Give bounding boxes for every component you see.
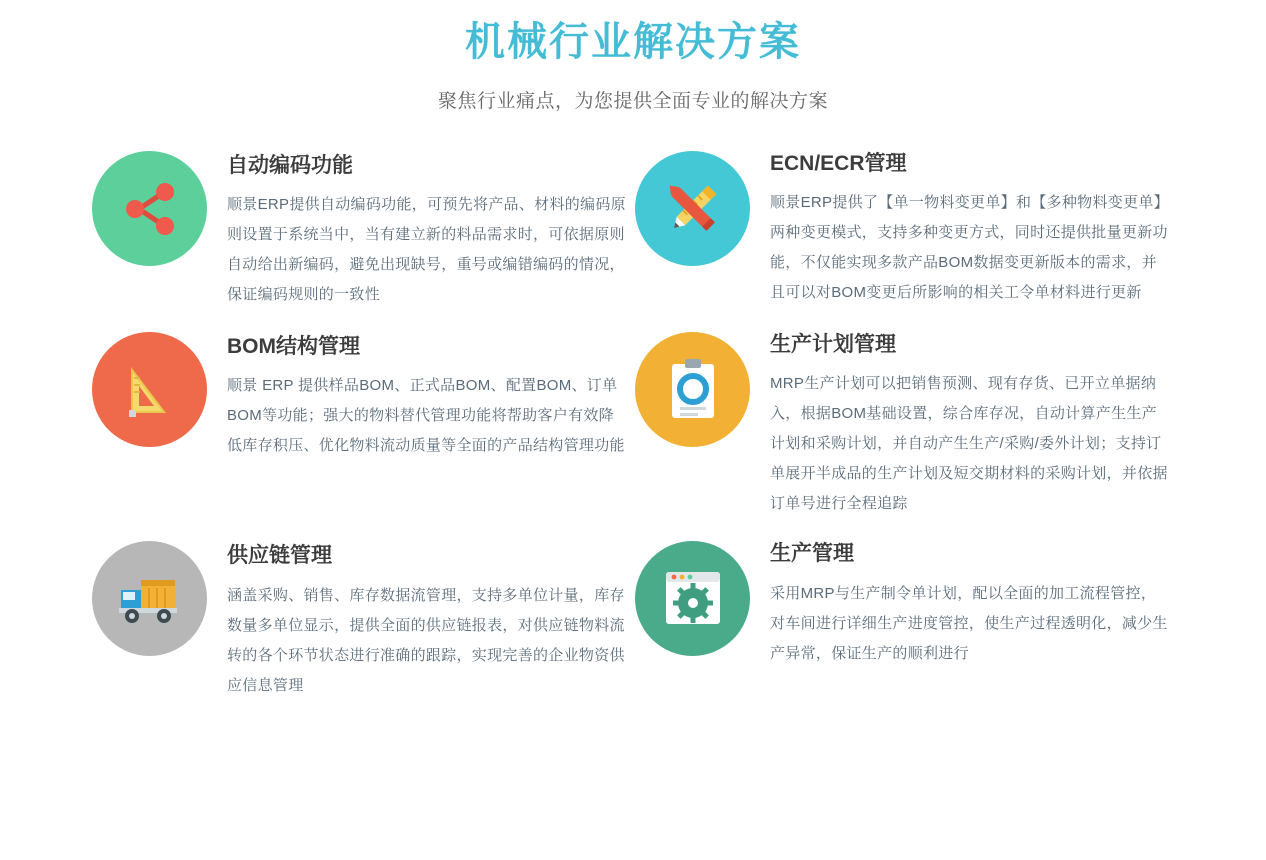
page-title: 机械行业解决方案 [465, 20, 801, 64]
feature-description: 顺景 ERP 提供样品BOM、正式品BOM、配置BOM、订单BOM等功能；强大的物料替代管理功能将帮助客户有效降低库存积压、优化物料流动质量等全面的产品结构管理功能 [227, 377, 625, 455]
delivery-truck-icon [92, 541, 207, 656]
feature-body [227, 537, 627, 700]
set-square-icon [92, 332, 207, 447]
feature-title: 生产管理 [770, 542, 854, 566]
feature-description: MRP生产计划可以把销售预测、现有存货、已开立单据纳入，根据BOM基础设置，综合库存况，自动计算产生生产计划和采购计划，并自动产生生产/采购/委外计划；支持订单展开半成品的生产计划及短交期材料的采购计划，并依据订单号进行全程追踪 [770, 375, 1168, 513]
feature-description: 顺景ERP提供了【单一物料变更单】和【多种物料变更单】两种变更模式，支持多种变更方式，同时还提供批量更新功能，不仅能实现多款产品BOM数据变更新版本的需求，并且可以对BOM变更后所影响的相关工令单材料进行更新 [770, 194, 1169, 302]
feature-item [92, 328, 627, 519]
feature-item [635, 537, 1170, 700]
feature-body [770, 147, 1170, 308]
feature-body [770, 328, 1170, 519]
feature-title: 供应链管理 [227, 544, 332, 568]
feature-item [92, 147, 627, 310]
feature-description: 顺景ERP提供自动编码功能，可预先将产品、材料的编码原则设置于系统当中，当有建立新的料品需求时，可依据原则自动给出新编码，避免出现缺号，重号或编错编码的情况，保证编码规则的一致性 [227, 196, 626, 304]
feature-title: 生产计划管理 [770, 333, 896, 357]
feature-title: 自动编码功能 [227, 154, 353, 177]
feature-item [635, 328, 1170, 519]
feature-description: 采用MRP与生产制令单计划，配以全面的加工流程管控，对车间进行详细生产进度管控，使生产过程透明化，减少生产异常，保证生产的顺利进行 [770, 584, 1168, 662]
page-header [0, 0, 1266, 113]
feature-body [227, 147, 627, 310]
feature-item [92, 537, 627, 700]
feature-description: 涵盖采购、销售、库存数据流管理，支持多单位计量，库存数量多单位显示，提供全面的供应链报表，对供应链物料流转的各个环节状态进行准确的跟踪，实现完善的企业物资供应信息管理 [227, 586, 625, 694]
pencil-ruler-icon [635, 151, 750, 266]
share-nodes-icon [92, 151, 207, 266]
feature-title: ECN/ECR管理 [770, 152, 907, 175]
feature-grid [0, 147, 1266, 701]
feature-body [227, 328, 627, 461]
clipboard-chart-icon [635, 332, 750, 447]
feature-item [635, 147, 1170, 310]
gear-window-icon [635, 541, 750, 656]
page-subtitle: 聚焦行业痛点，为您提供全面专业的解决方案 [437, 91, 828, 112]
feature-title: BOM结构管理 [227, 335, 360, 359]
feature-body [770, 537, 1170, 668]
